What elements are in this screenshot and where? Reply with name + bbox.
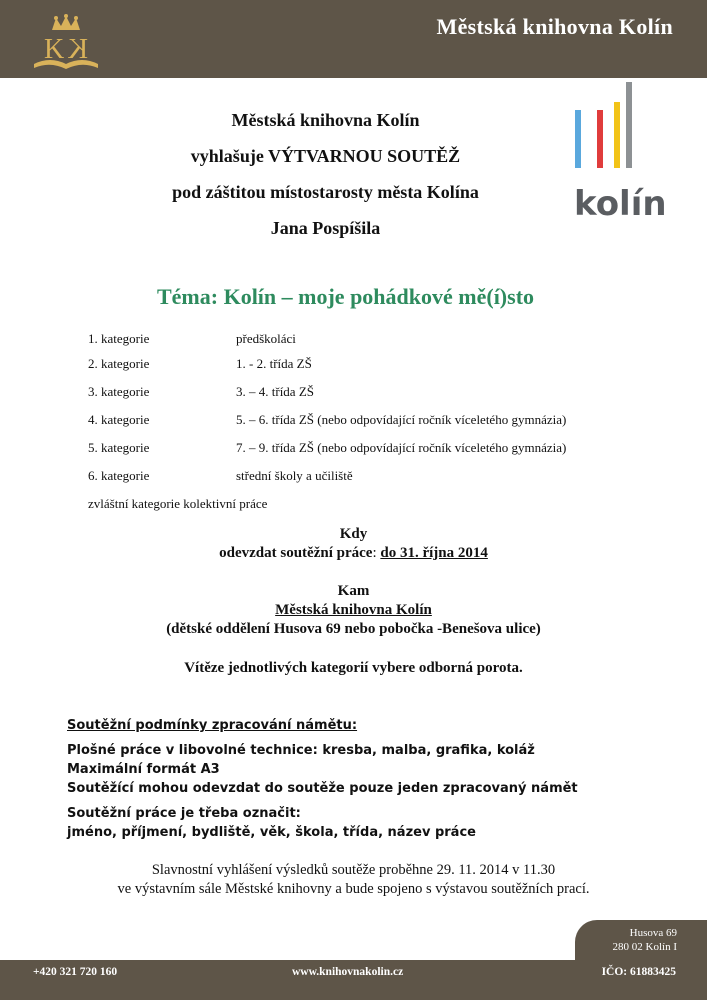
condition-line: Plošné práce v libovolné technice: kresba, malba, grafika, koláž — [67, 743, 535, 758]
heading-line-1: Městská knihovna Kolín — [231, 110, 420, 130]
heading-line-4: Jana Pospíšila — [270, 218, 381, 238]
category-name: 3. kategorie — [88, 384, 150, 399]
special-category: zvláštní kategorie kolektivní práce — [88, 496, 268, 511]
footer-ico: IČO: 61883425 — [601, 966, 676, 978]
label-title: Soutěžní práce je třeba označit: — [67, 806, 301, 821]
header-bar — [0, 0, 707, 78]
library-logo-icon — [30, 14, 102, 72]
when-colon: : — [372, 545, 381, 561]
contest-theme: Téma: Kolín – moje pohádkové mě(í)sto — [156, 284, 535, 309]
conditions-title: Soutěžní podmínky zpracování námětu: — [67, 718, 358, 733]
category-name: 6. kategorie — [88, 468, 150, 483]
logo-letter-left: K — [44, 34, 65, 65]
announcement-heading — [0, 108, 707, 252]
category-description: 5. – 6. třída ZŠ (nebo odpovídající ročník víceletého gymnázia) — [236, 412, 567, 427]
when-text: odevzdat soutěžní práce — [219, 545, 373, 561]
category-name: 2. kategorie — [88, 356, 150, 371]
category-description: 1. - 2. třída ZŠ — [236, 356, 312, 371]
category-description: 7. – 9. třída ZŠ (nebo odpovídající ročník víceletého gymnázia) — [236, 440, 567, 455]
heading-line-2: vyhlašuje VÝTVARNOU SOUTĚŽ — [190, 146, 461, 166]
kolin-logo-word: kolín — [574, 184, 667, 224]
heading-line-3: pod záštitou místostarosty města Kolína — [172, 182, 479, 202]
jury-note: Vítěze jednotlivých kategorií vybere odborná porota. — [184, 660, 523, 676]
category-name: 4. kategorie — [88, 412, 150, 427]
logo-letter-right: K — [67, 34, 88, 65]
footer-phone: +420 321 720 160 — [33, 966, 118, 978]
ceremony-line-1: Slavnostní vyhlášení výsledků soutěže proběhne 29. 11. 2014 v 11.30 — [151, 862, 556, 878]
deadline: do 31. října 2014 — [380, 545, 488, 561]
ceremony-line-2: ve výstavním sále Městské knihovny a bude spojeno s výstavou soutěžních prací. — [117, 881, 590, 897]
category-name: 5. kategorie — [88, 440, 150, 455]
where-place: Městská knihovna Kolín — [275, 602, 432, 618]
library-title: Městská knihovna Kolín — [436, 14, 673, 39]
where-detail: (dětské oddělení Husova 69 nebo pobočka -Benešova ulice) — [166, 621, 541, 637]
footer-web-link[interactable]: www.knihovnakolin.cz — [292, 966, 404, 978]
condition-line: Maximální formát A3 — [67, 762, 220, 777]
category-description: 3. – 4. třída ZŠ — [236, 384, 314, 399]
address-line-1: Husova 69 — [629, 927, 677, 939]
condition-line: Soutěžící mohou odevzdat do soutěže pouze jeden zpracovaný námět — [67, 781, 578, 796]
category-description: předškoláci — [236, 331, 296, 346]
where-label: Kam — [337, 583, 370, 599]
category-name: 1. kategorie — [88, 331, 150, 346]
label-fields: jméno, příjmení, bydliště, věk, škola, třída, název práce — [67, 825, 476, 840]
address-line-2: 280 02 Kolín I — [612, 941, 677, 953]
category-description: střední školy a učiliště — [236, 468, 353, 483]
when-label: Kdy — [339, 526, 368, 542]
when-line — [0, 545, 707, 562]
